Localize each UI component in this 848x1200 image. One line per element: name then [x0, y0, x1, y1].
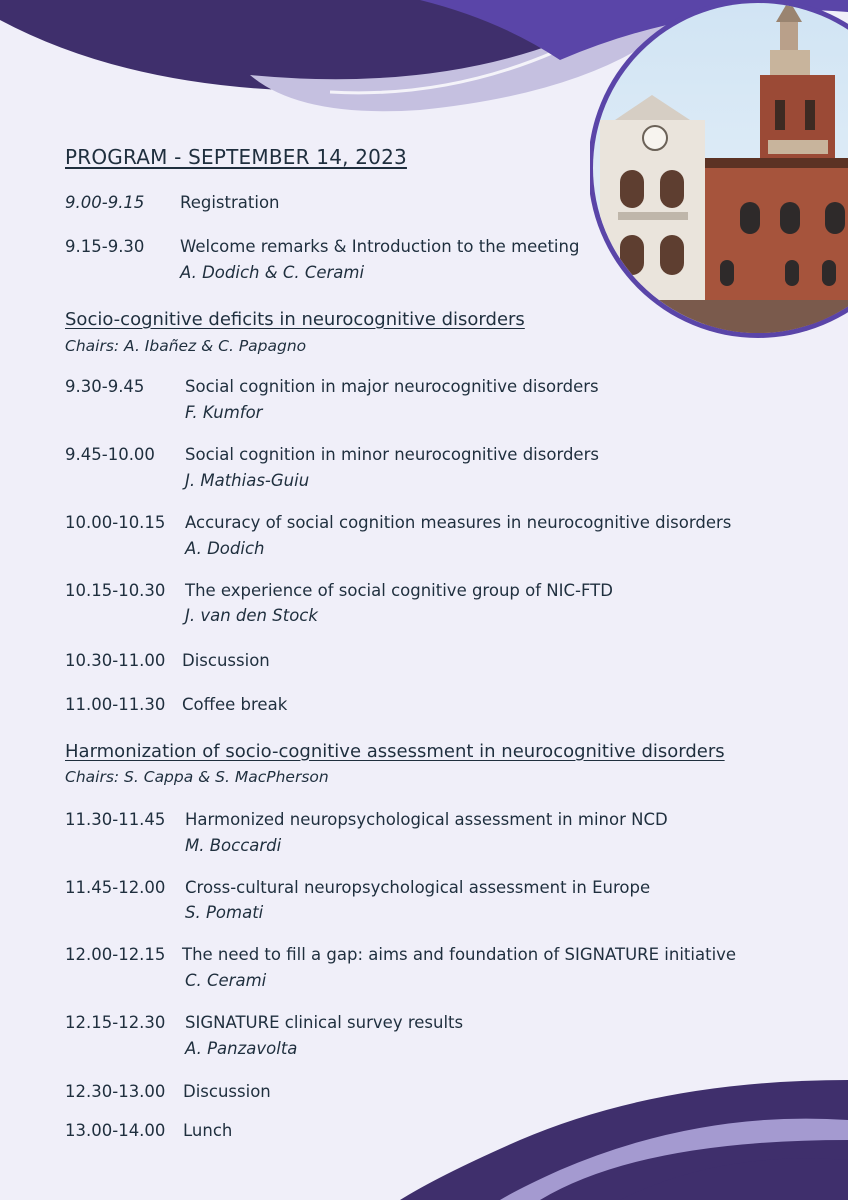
item-time: 9.45-10.00 — [65, 445, 155, 464]
item-time: 10.00-10.15 — [65, 513, 166, 532]
item-time: 10.30-11.00 — [65, 651, 166, 670]
item-time: 11.30-11.45 — [65, 810, 166, 829]
item-time: 9.15-9.30 — [65, 237, 145, 256]
item-time: 10.15-10.30 — [65, 581, 166, 600]
item-title: Discussion — [182, 651, 270, 670]
item-time: 12.00-12.15 — [65, 945, 166, 964]
item-title: The need to fill a gap: aims and foundation of SIGNATURE initiative — [182, 945, 737, 964]
item-time: 13.00-14.00 — [65, 1121, 166, 1140]
item-title: Discussion — [183, 1082, 271, 1101]
venue-photo — [590, 0, 848, 350]
item-time: 9.00-9.15 — [65, 193, 145, 212]
item-title: Registration — [180, 193, 280, 212]
item-title: Social cognition in major neurocognitive disorders — [185, 377, 599, 396]
session-title: Harmonization of socio-cognitive assessment in neurocognitive disorders — [65, 741, 725, 762]
item-title: SIGNATURE clinical survey results — [185, 1013, 464, 1032]
item-title: Accuracy of social cognition measures in neurocognitive disorders — [185, 513, 732, 532]
item-time: 11.00-11.30 — [65, 695, 166, 714]
item-speaker: J. van den Stock — [185, 606, 318, 625]
item-title: The experience of social cognitive group of NIC-FTD — [185, 581, 613, 600]
item-speaker: A. Dodich — [185, 539, 265, 558]
item-time: 12.15-12.30 — [65, 1013, 166, 1032]
item-title: Social cognition in minor neurocognitive disorders — [185, 445, 599, 464]
item-time: 12.30-13.00 — [65, 1082, 166, 1101]
session-chairs: Chairs: A. Ibañez & C. Papagno — [65, 337, 307, 355]
item-title: Lunch — [183, 1121, 233, 1140]
item-title: Harmonized neuropsychological assessment in minor NCD — [185, 810, 668, 829]
item-time: 9.30-9.45 — [65, 377, 145, 396]
item-speaker: M. Boccardi — [185, 836, 282, 855]
item-speaker: J. Mathias-Guiu — [185, 471, 310, 490]
item-title: Cross-cultural neuropsychological assessment in Europe — [185, 878, 651, 897]
item-speaker: A. Panzavolta — [185, 1039, 298, 1058]
program-title: PROGRAM - SEPTEMBER 14, 2023 — [65, 145, 407, 169]
item-speaker: C. Cerami — [185, 971, 267, 990]
item-title: Coffee break — [182, 695, 288, 714]
item-title: Welcome remarks & Introduction to the meeting — [180, 237, 580, 256]
item-speaker: S. Pomati — [185, 903, 264, 922]
item-time: 11.45-12.00 — [65, 878, 166, 897]
session-chairs: Chairs: S. Cappa & S. MacPherson — [65, 768, 329, 786]
item-speaker: F. Kumfor — [185, 403, 263, 422]
session-title: Socio-cognitive deficits in neurocognitive disorders — [65, 309, 525, 330]
item-speaker: A. Dodich & C. Cerami — [180, 263, 365, 282]
